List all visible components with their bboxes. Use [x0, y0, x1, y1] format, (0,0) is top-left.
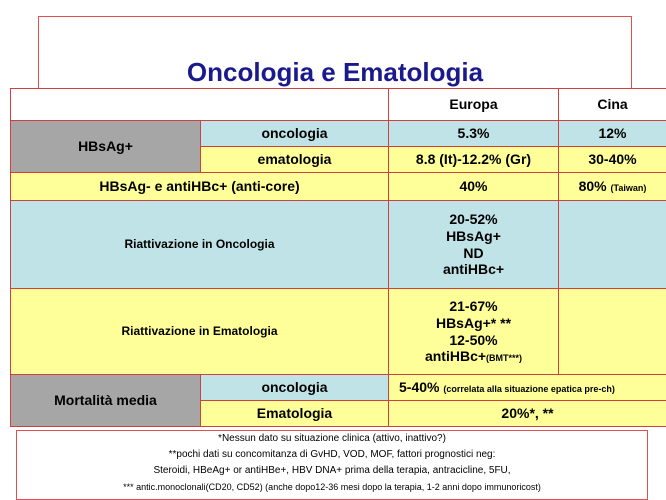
ematologia-europa: 8.8 (It)-12.2% (Gr) — [389, 147, 559, 173]
header-cina: Cina — [559, 89, 666, 121]
data-table — [10, 88, 666, 427]
oncologia-cina: 12% — [559, 121, 666, 147]
oncologia-label: oncologia — [201, 121, 389, 147]
hbsag-label: HBsAg+ — [11, 121, 201, 173]
riatt-ema-line: HBsAg+* ** — [389, 315, 558, 332]
mortalita-oncologia-label: oncologia — [201, 375, 389, 401]
riattivazione-ematologia-europa — [389, 289, 559, 375]
riatt-ema-line: 21-67% — [389, 298, 558, 315]
mortalita-ematologia-value: 20%*, ** — [389, 401, 666, 427]
riatt-onc-line: ND — [389, 245, 558, 262]
ematologia-label: ematologia — [201, 147, 389, 173]
table-row — [11, 375, 666, 401]
riatt-onc-line: HBsAg+ — [389, 228, 558, 245]
table-row — [11, 201, 666, 289]
riatt-onc-line: 20-52% — [389, 211, 558, 228]
footnote-line: *** antic.monoclonali(CD20, CD52) (anche dopo12-36 mesi dopo la terapia, 1-2 anni dopo immunoricost) — [17, 479, 647, 495]
title-box — [38, 16, 632, 91]
table-row — [11, 121, 666, 147]
mortalita-oncologia-value — [389, 375, 666, 401]
page-title: Oncologia e Ematologia — [39, 57, 631, 88]
mortalita-ematologia-label: Ematologia — [201, 401, 389, 427]
header-empty-cell — [11, 89, 389, 121]
ematologia-cina: 30-40% — [559, 147, 666, 173]
header-europa: Europa — [389, 89, 559, 121]
mort-onc-note: (correlata alla situazione epatica pre-ch) — [443, 384, 615, 394]
footnote-line: Steroidi, HBeAg+ or antiHBe+, HBV DNA+ prima della terapia, antracicline, 5FU, — [17, 463, 647, 479]
riatt-ema-bmt-note: (BMT***) — [486, 353, 522, 363]
footnote-line: *Nessun dato su situazione clinica (attivo, inattivo?) — [17, 431, 647, 447]
mort-onc-value: 5-40% — [399, 379, 439, 395]
anticore-europa: 40% — [389, 173, 559, 201]
anticore-label: HBsAg- e antiHBc+ (anti-core) — [11, 173, 389, 201]
riattivazione-ematologia-label: Riattivazione in Ematologia — [11, 289, 389, 375]
footnotes-box — [16, 430, 648, 500]
mortalita-label: Mortalità media — [11, 375, 201, 427]
riattivazione-oncologia-label: Riattivazione in Oncologia — [11, 201, 389, 289]
anticore-cina — [559, 173, 666, 201]
riattivazione-ematologia-cina — [559, 289, 666, 375]
footnote-line: **pochi dati su concomitanza di GvHD, VOD, MOF, fattori prognostici neg: — [17, 447, 647, 463]
riatt-ema-antihbc: antiHBc+ — [425, 348, 486, 364]
oncologia-europa: 5.3% — [389, 121, 559, 147]
riatt-onc-line: antiHBc+ — [389, 261, 558, 278]
table-row — [11, 289, 666, 375]
riattivazione-oncologia-cina — [559, 201, 666, 289]
anticore-cina-value: 80% — [579, 178, 607, 194]
table-header-row — [11, 89, 666, 121]
table-row — [11, 173, 666, 201]
riatt-ema-line: 12-50% — [389, 332, 558, 349]
anticore-cina-note: (Taiwan) — [611, 183, 647, 193]
riatt-ema-line — [389, 348, 558, 365]
riattivazione-oncologia-europa — [389, 201, 559, 289]
